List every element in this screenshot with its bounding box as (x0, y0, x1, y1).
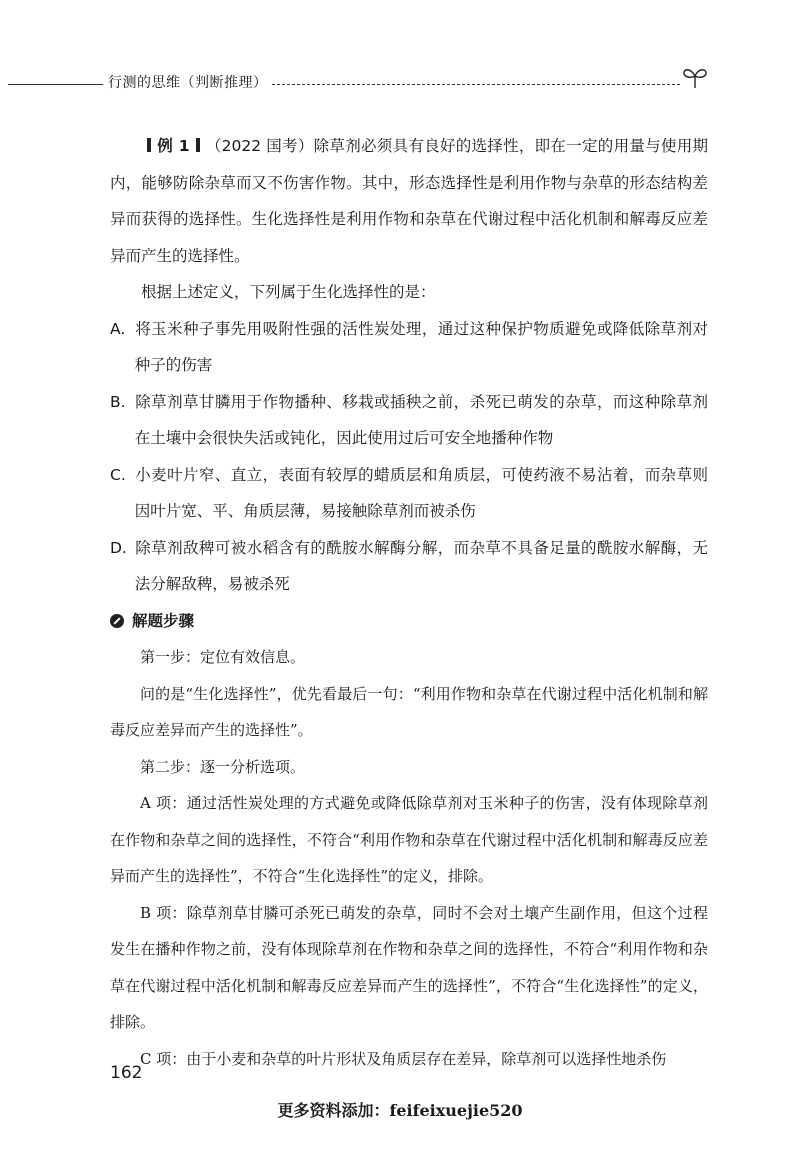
option-a-label: A. (110, 319, 126, 338)
option-c (110, 457, 708, 530)
header-title: 行测的思维（判断推理） (108, 75, 268, 91)
example-label: 例 1 (157, 137, 190, 155)
step1-text: 问的是“生化选择性”，优先看最后一句：“利用作物和杂草在代谢过程中活化机制和解毒反应差异而产生的选择性”。 (110, 684, 708, 739)
option-d (110, 530, 708, 603)
analysis-c (110, 1041, 708, 1078)
question-text: 根据上述定义，下列属于生化选择性的是： (141, 283, 436, 301)
analysis-b (110, 895, 708, 1041)
example-text: 除草剂必须具有良好的选择性，即在一定的用量与使用期内，能够防除杂草而又不伤害作物。其中，形态选择性是利用作物与杂草的形态结构差异而获得的选择性。生化选择性是利用作物和杂草在代谢过程中活化机制和解毒反应差异而产生的选择性。 (110, 137, 708, 265)
analysis-b-label: B 项： (140, 903, 187, 922)
option-c-text: 小麦叶片窄、直立，表面有较厚的蜡质层和角质层，可使药液不易沾着，而杂草则因叶片宽、平、角质层薄，易接触除草剂而被杀伤 (134, 465, 708, 520)
page-content (110, 128, 708, 1077)
option-d-label: D. (110, 538, 127, 557)
page-header (0, 64, 800, 94)
sprout-icon (680, 64, 710, 90)
bracket-mark-right (196, 138, 200, 152)
check-icon (110, 614, 124, 628)
analysis-a-label: A 项： (140, 794, 187, 812)
header-rule-right (272, 84, 680, 85)
option-a (110, 311, 708, 384)
analysis-c-text: 由于小麦和杂草的叶片形状及角质层存在差异，除草剂可以选择性地杀伤 (186, 1049, 667, 1068)
step2-title: 第二步：逐一分析选项。 (140, 757, 306, 776)
solution-heading-text: 解题步骤 (132, 611, 195, 630)
analysis-b-text: 除草剂草甘膦可杀死已萌发的杂草，同时不会对土壤产生副作用，但这个过程发生在播种作物之前，没有体现除草剂在作物和杂草之间的选择性，不符合“利用作物和杂草在代谢过程中活化机制和解毒反应差异而产生的选择性”，不符合“生化选择性”的定义，排除。 (110, 903, 708, 1031)
header-rule-left (8, 84, 103, 85)
page-number: 162 (110, 1063, 143, 1083)
solution-body (110, 639, 708, 1077)
example-source: （2022 国考） (205, 137, 314, 155)
option-b-label: B. (110, 392, 126, 411)
solution-heading (80, 603, 708, 640)
bracket-mark-left (147, 138, 151, 152)
option-b (110, 384, 708, 457)
analysis-a (110, 785, 708, 895)
example-paragraph (110, 128, 708, 274)
option-b-text: 除草剂草甘膦用于作物播种、移栽或插秧之前，杀死已萌发的杂草，而这种除草剂在土壤中会很快失活或钝化，因此使用过后可安全地播种作物 (134, 392, 708, 447)
option-d-text: 除草剂敌稗可被水稻含有的酰胺水解酶分解，而杂草不具备足量的酰胺水解酶，无法分解敌稗，易被杀死 (134, 538, 708, 593)
analysis-a-text: 通过活性炭处理的方式避免或降低除草剂对玉米种子的伤害，没有体现除草剂在作物和杂草之间的选择性，不符合“利用作物和杂草在代谢过程中活化机制和解毒反应差异而产生的选择性”，不符合“生化选择性”的定义，排除。 (110, 794, 708, 885)
option-a-text: 将玉米种子事先用吸附性强的活性炭处理，通过这种保护物质避免或降低除草剂对种子的伤害 (134, 319, 708, 374)
option-c-label: C. (110, 465, 126, 484)
step1-title: 第一步：定位有效信息。 (140, 648, 306, 666)
analysis-c-label: C 项： (140, 1049, 187, 1068)
footer-note: 更多资料添加：feifeixuejie520 (277, 1101, 523, 1120)
